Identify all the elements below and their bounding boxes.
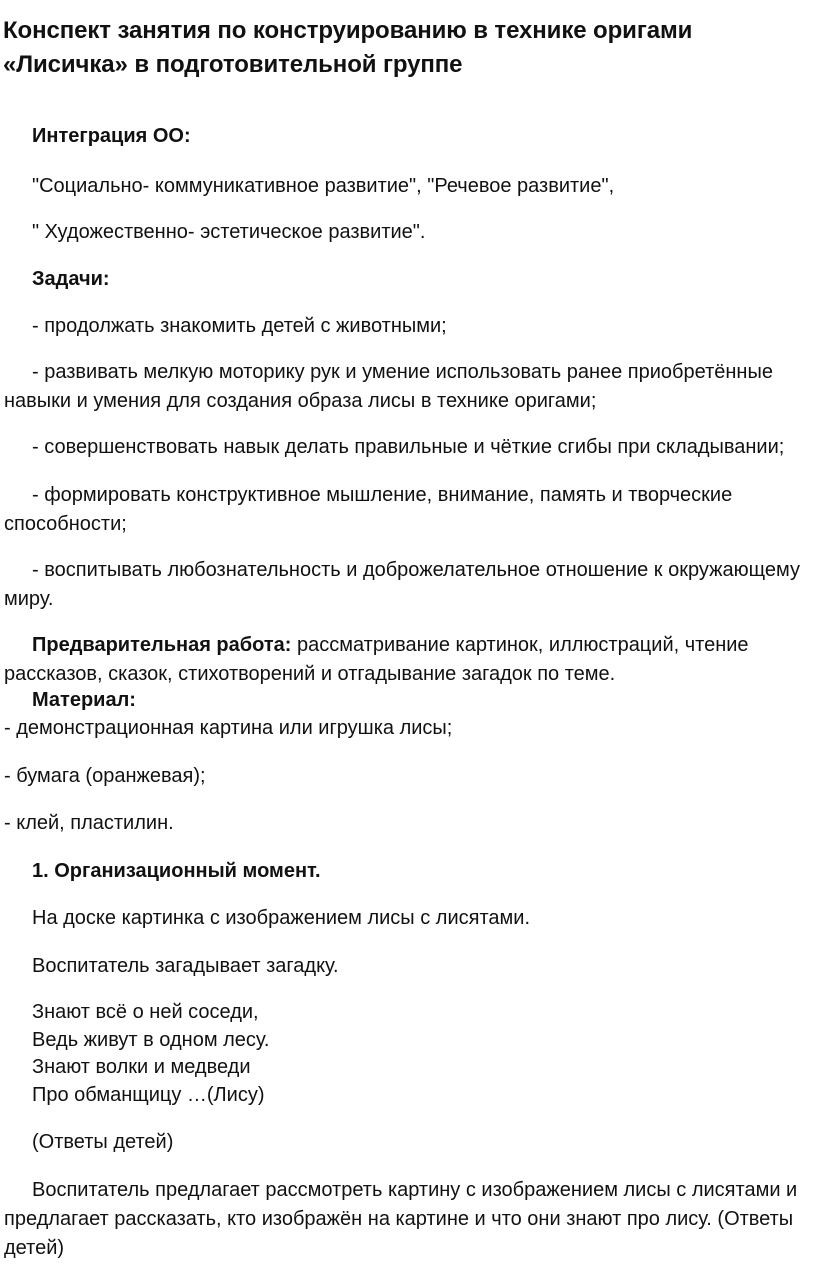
task-item-2: - развивать мелкую моторику рук и умение использовать ранее приобретённые навыки и умения для создания образа лисы в технике оригами; bbox=[4, 361, 773, 412]
integration-line-2: " Художественно- эстетическое развитие". bbox=[32, 221, 426, 243]
section-1-heading: 1. Организационный момент. bbox=[32, 860, 321, 882]
material-heading: Материал: bbox=[32, 689, 136, 711]
task-item-1: - продолжать знакомить детей с животными; bbox=[32, 315, 447, 337]
material-item-1: - демонстрационная картина или игрушка лисы; bbox=[4, 717, 453, 739]
riddle-line-2: Ведь живут в одном лесу. bbox=[32, 1029, 270, 1051]
integration-line-1: "Социально- коммуникативное развитие", "Речевое развитие", bbox=[32, 175, 615, 197]
riddle-line-4: Про обманщицу …(Лису) bbox=[32, 1084, 265, 1106]
tasks-heading: Задачи: bbox=[32, 268, 110, 290]
children-answers: (Ответы детей) bbox=[32, 1131, 174, 1153]
riddle-line-1: Знают всё о ней соседи, bbox=[32, 1001, 259, 1023]
preliminary-work bbox=[4, 631, 810, 689]
document-title bbox=[3, 14, 808, 82]
title-line-2: «Лисичка» в подготовительной группе bbox=[3, 51, 463, 78]
section-1-paragraph-1: На доске картинка с изображением лисы с лисятами. bbox=[32, 907, 530, 929]
preliminary-heading: Предварительная работа: bbox=[32, 634, 292, 656]
riddle-line-3: Знают волки и медведи bbox=[32, 1056, 251, 1078]
title-line-1: Конспект занятия по конструированию в технике оригами bbox=[3, 17, 693, 44]
task-item-4: - формировать конструктивное мышление, внимание, память и творческие способности; bbox=[4, 484, 733, 535]
material-item-2: - бумага (оранжевая); bbox=[4, 765, 206, 787]
task-item-3: - совершенствовать навык делать правильные и чёткие сгибы при складывании; bbox=[32, 436, 785, 458]
preliminary-text: рассматривание картинок, иллюстраций, чтение рассказов, сказок, стихотворений и отгадывание загадок по теме. bbox=[4, 634, 749, 685]
task-item-5: - воспитывать любознательность и доброжелательное отношение к окружающему миру. bbox=[4, 559, 800, 610]
integration-heading: Интеграция ОО: bbox=[32, 125, 191, 147]
material-item-3: - клей, пластилин. bbox=[4, 812, 174, 834]
section-1-paragraph-3: Воспитатель предлагает рассмотреть картину с изображением лисы с лисятами и предлагает рассказать, кто изображён на картине и что они знают про лису. (Ответы детей) bbox=[4, 1179, 798, 1259]
section-1-paragraph-2: Воспитатель загадывает загадку. bbox=[32, 955, 339, 977]
